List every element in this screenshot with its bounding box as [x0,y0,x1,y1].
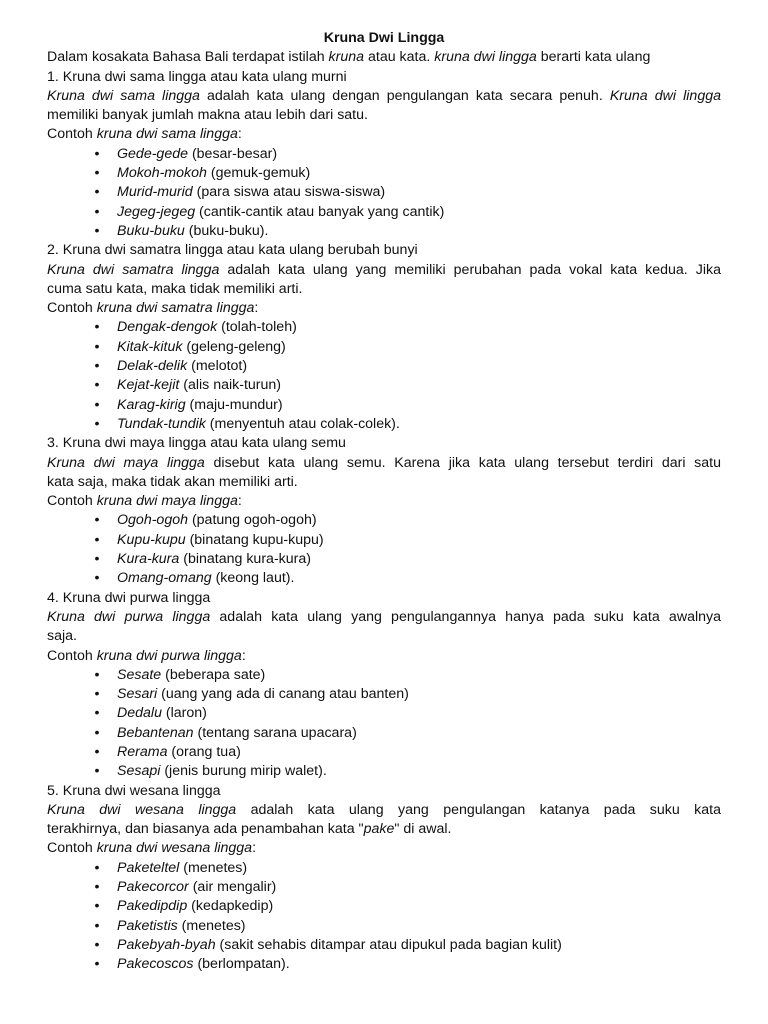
bullet-icon: • [94,724,100,741]
description-text: " di awal. [394,821,452,838]
example-word: Sesate [117,666,162,683]
example-word: Pakedipdip [117,898,188,915]
example-word: Karag-kirig [117,396,186,413]
example-meaning: (cantik-cantik atau banyak yang cantik) [195,203,445,220]
description-term: Kruna dwi purwa lingga [47,608,211,625]
example-term: kruna dwi samatra lingga [96,300,255,317]
section-description-line: memiliki banyak jumlah makna atau lebih dari satu. [47,107,368,124]
example-meaning: (air mengalir) [188,879,277,896]
example-meaning: (melotot) [187,358,248,375]
section-dwi-purwa-lingga [47,589,721,782]
description-term: Kruna dwi wesana lingga [47,801,237,818]
example-meaning: (geleng-geleng) [182,338,286,355]
example-meaning: (binatang kura-kura) [179,551,311,568]
section-heading: 2. Kruna dwi samatra lingga atau kata ulang berubah bunyi [47,242,418,259]
section-description-line [47,801,721,820]
example-list [47,859,721,975]
bullet-icon: • [94,570,100,587]
example-list [47,145,721,241]
example-word: Paketeltel [117,859,180,876]
list-item [47,666,721,685]
intro-term-kruna-dwi-lingga: kruna dwi lingga [434,49,537,66]
example-word: Sesari [117,686,158,703]
example-meaning: (beberapa sate) [161,666,266,683]
bullet-icon: • [94,319,100,336]
example-word: Dedalu [117,705,162,722]
bullet-icon: • [94,898,100,915]
example-prefix: Contoh [47,840,97,857]
list-item [47,357,721,376]
example-term: kruna dwi purwa lingga [96,647,242,664]
example-meaning: (menyentuh atau colak-colek). [205,415,400,432]
list-item [47,203,721,222]
example-prefix: Contoh [47,647,97,664]
intro-term-kruna: kruna [328,49,365,66]
section-description-line [47,261,721,280]
example-word: Ogoh-ogoh [117,512,188,529]
list-item [47,550,721,569]
bullet-icon: • [94,222,100,239]
example-label [47,125,721,144]
example-prefix: Contoh [47,300,97,317]
example-word: Pakecorcor [117,879,189,896]
example-suffix: : [252,840,257,857]
description-text: adalah kata ulang yang memiliki perubahan pada vokal kata kedua. Jika [219,261,721,278]
example-meaning: (patung ogoh-ogoh) [188,512,317,529]
section-heading: 3. Kruna dwi maya lingga atau kata ulang semu [47,435,346,452]
description-text: adalah kata ulang yang pengulangan katanya pada suku kata [236,801,721,818]
bullet-icon: • [94,686,100,703]
example-meaning: (keong laut). [211,570,295,587]
example-list [47,666,721,782]
example-word: Murid-murid [117,184,193,201]
example-meaning: (buku-buku). [184,222,269,239]
example-term: kruna dwi wesana lingga [96,840,253,857]
example-label [47,839,721,858]
list-item [47,569,721,588]
example-meaning: (besar-besar) [188,145,278,162]
example-word: Kura-kura [117,551,180,568]
section-description-line: kata saja, maka tidak akan memiliki arti. [47,473,298,490]
example-meaning: (gemuk-gemuk) [206,165,311,182]
bullet-icon: • [94,936,100,953]
bullet-icon: • [94,551,100,568]
bullet-icon: • [94,743,100,760]
list-item [47,897,721,916]
bullet-icon: • [94,917,100,934]
bullet-icon: • [94,145,100,162]
example-meaning: (laron) [161,705,207,722]
example-word: Buku-buku [117,222,185,239]
list-item [47,936,721,955]
list-item [47,917,721,936]
section-dwi-maya-lingga [47,434,721,588]
list-item [47,376,721,395]
list-item [47,743,721,762]
example-label [47,647,721,666]
list-item [47,183,721,202]
example-meaning: (alis naik-turun) [179,377,282,394]
list-item [47,511,721,530]
bullet-icon: • [94,377,100,394]
list-item [47,396,721,415]
example-word: Bebantenan [117,724,194,741]
example-meaning: (para siswa atau siswa-siswa) [192,184,386,201]
bullet-icon: • [94,859,100,876]
example-suffix: : [254,300,259,317]
list-item [47,685,721,704]
example-meaning: (sakit sehabis ditampar atau dipukul pada bagian kulit) [215,936,562,953]
example-list [47,318,721,434]
section-description-line [47,454,721,473]
example-word: Tundak-tundik [117,415,206,432]
example-list [47,511,721,588]
description-term: Kruna dwi maya lingga [47,454,205,471]
section-dwi-samatra-lingga [47,241,721,434]
description-term: pake [363,821,395,838]
list-item [47,222,721,241]
example-word: Kejat-kejit [117,377,180,394]
bullet-icon: • [94,512,100,529]
example-meaning: (menetes) [177,917,246,934]
list-item [47,955,721,974]
example-meaning: (tolah-toleh) [217,319,297,336]
list-item [47,318,721,337]
intro-text: atau kata. [364,49,435,66]
section-dwi-wesana-lingga [47,782,721,975]
example-meaning: (berlompatan). [193,956,290,973]
document-title: Kruna Dwi Lingga [323,30,445,46]
example-suffix: : [237,493,242,510]
list-item [47,724,721,743]
section-heading: 1. Kruna dwi sama lingga atau kata ulang murni [47,68,347,85]
bullet-icon: • [94,763,100,780]
description-term: Kruna dwi samatra lingga [47,261,220,278]
example-meaning: (binatang kupu-kupu) [185,531,324,548]
intro-paragraph [47,48,721,67]
list-item [47,145,721,164]
example-prefix: Contoh [47,126,97,143]
example-meaning: (uang yang ada di canang atau banten) [157,686,409,703]
bullet-icon: • [94,338,100,355]
bullet-icon: • [94,666,100,683]
bullet-icon: • [94,358,100,375]
section-description-line: saja. [47,628,77,645]
list-item [47,164,721,183]
bullet-icon: • [94,956,100,973]
list-item [47,415,721,434]
example-label [47,492,721,511]
example-term: kruna dwi sama lingga [96,126,238,143]
section-dwi-sama-lingga [47,68,721,242]
description-text: adalah kata ulang dengan pengulangan kata secara penuh. [199,87,610,104]
list-item [47,859,721,878]
example-word: Rerama [117,743,168,760]
bullet-icon: • [94,203,100,220]
description-term: Kruna dwi lingga [609,87,721,104]
bullet-icon: • [94,879,100,896]
list-item [47,338,721,357]
intro-text: Dalam kosakata Bahasa Bali terdapat istilah [47,49,329,66]
description-text: disebut kata ulang semu. Karena jika kata ulang tersebut terdiri dari satu [204,454,721,471]
list-item [47,762,721,781]
example-term: kruna dwi maya lingga [96,493,238,510]
description-term: Kruna dwi sama lingga [47,87,200,104]
example-meaning: (orang tua) [167,743,241,760]
list-item [47,878,721,897]
example-word: Sesapi [117,763,161,780]
example-meaning: (kedapkedip) [187,898,274,915]
example-meaning: (jenis burung mirip walet). [160,763,327,780]
bullet-icon: • [94,184,100,201]
section-description-line [47,87,721,106]
example-word: Dengak-dengok [117,319,218,336]
example-word: Delak-delik [117,358,188,375]
bullet-icon: • [94,705,100,722]
example-word: Mokoh-mokoh [117,165,207,182]
bullet-icon: • [94,531,100,548]
list-item [47,704,721,723]
example-meaning: (menetes) [179,859,248,876]
example-meaning: (maju-mundur) [185,396,283,413]
example-word: Jegeg-jegeg [117,203,196,220]
example-prefix: Contoh [47,493,97,510]
bullet-icon: • [94,415,100,432]
example-word: Kupu-kupu [117,531,186,548]
example-word: Gede-gede [117,145,188,162]
example-meaning: (tentang sarana upacara) [193,724,357,741]
example-suffix: : [241,647,246,664]
bullet-icon: • [94,396,100,413]
description-text: terakhirnya, dan biasanya ada penambahan kata " [47,821,364,838]
section-description-line [47,608,721,627]
example-word: Omang-omang [117,570,212,587]
intro-text: berarti kata ulang [536,49,651,66]
description-text: adalah kata ulang yang pengulangannya hanya pada suku kata awalnya [210,608,721,625]
example-word: Pakecoscos [117,956,194,973]
section-heading: 5. Kruna dwi wesana lingga [47,782,221,799]
example-label [47,299,721,318]
bullet-icon: • [94,165,100,182]
example-suffix: : [237,126,242,143]
example-word: Pakebyah-byah [117,936,216,953]
list-item [47,531,721,550]
section-description-line: cuma satu kata, maka tidak memiliki arti. [47,280,303,297]
section-description-line [47,820,721,839]
example-word: Kitak-kituk [117,338,183,355]
example-word: Paketistis [117,917,178,934]
section-heading: 4. Kruna dwi purwa lingga [47,589,211,606]
